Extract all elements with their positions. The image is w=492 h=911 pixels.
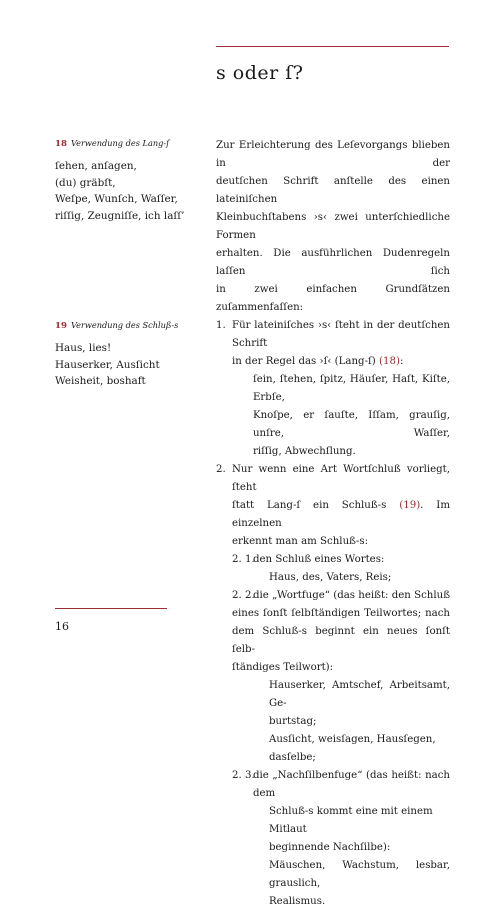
main-text bbox=[216, 137, 450, 911]
sidebar-example-line: Haus, lies! bbox=[55, 342, 112, 354]
sub-rule-line: ſtändiges Teilwort): bbox=[232, 662, 334, 673]
sidebar-box-schluss-s bbox=[55, 320, 205, 390]
sidebar-example-line: (du) gräbſt, bbox=[55, 176, 116, 189]
sidebar-number: 18 bbox=[55, 139, 67, 149]
intro-line: Kleinbuchſtabens ›s‹ zwei unterſchiedliche Formen bbox=[216, 212, 450, 241]
sub-rule-number: 2. 1. bbox=[232, 554, 255, 565]
sub-rule-number: 2. 3. bbox=[232, 770, 255, 781]
rule-1-line: in der Regel das ›ſ‹ (Lang-ſ) (18): bbox=[232, 356, 404, 367]
sidebar-examples bbox=[55, 340, 205, 390]
example-line: burtstag; bbox=[269, 716, 317, 727]
rule-1-line: 1. Für lateiniſches ›s‹ ſteht in der deutſchen Schrift bbox=[216, 317, 450, 353]
sub-rule-2-1: 2. 1. den Schluß eines Wortes: bbox=[216, 551, 450, 569]
sidebar-example-line: ſehen, anſagen, bbox=[55, 160, 137, 172]
sub-rule-line: eines ſonſt ſelbſtändigen Teilwortes; nach bbox=[232, 608, 450, 619]
page-number: 16 bbox=[55, 620, 69, 633]
bottom-rule bbox=[55, 608, 167, 609]
top-rule bbox=[216, 46, 449, 47]
rule-number: 1. bbox=[216, 320, 226, 331]
cross-reference: (19) bbox=[399, 500, 421, 511]
sub-rule-2-3: 2. 3. die „Nachſilbenfuge“ (das heißt: nach dem bbox=[216, 767, 450, 803]
sidebar-heading-text: Verwendung des Schluß-s bbox=[70, 320, 179, 330]
cross-reference: (18) bbox=[379, 356, 400, 367]
example-line: ſein, ſtehen, ſpitz, Häuſer, Haſt, Kiſte, Erbſe, bbox=[253, 374, 450, 403]
rule-2-line: erkennt man am Schluß-s: bbox=[232, 536, 369, 547]
intro-line: in zwei einfachen Grundſätzen zuſammenfaſſen: bbox=[216, 284, 450, 313]
sub-rule-line: beginnende Nachſilbe): bbox=[269, 842, 391, 853]
example-line: Knoſpe, er ſauſte, Iſſam, grauſig, unſre, Waſſer, bbox=[253, 410, 450, 439]
sub-rule-line: dem Schluß-s beginnt ein neues ſonſt ſelb- bbox=[232, 626, 450, 655]
sub-rule-number: 2. 2. bbox=[232, 590, 255, 601]
sidebar-examples bbox=[55, 158, 205, 224]
sidebar-example-line: riſſig, Zeugniſſe, ich laſſ’ bbox=[55, 209, 185, 222]
intro-line: erhalten. Die ausführlichen Dudenregeln laſſen ſich bbox=[216, 248, 450, 277]
example-line: Ausſicht, weisſagen, Hausſegen, dasſelbe; bbox=[269, 734, 436, 763]
example-line: Hauserker, Amtschef, Arbeitsamt, Ge- bbox=[269, 680, 450, 709]
intro-line: deutſchen Schrift anſtelle des einen lateiniſchen bbox=[216, 176, 450, 205]
sidebar-example-line: Weſpe, Wunſch, Waſſer, bbox=[55, 193, 178, 206]
sidebar-box-lang-s bbox=[55, 138, 205, 224]
sub-rule-line: Schluß-s kommt eine mit einem Mitlaut bbox=[269, 806, 433, 835]
example-line: riſſig, Abwechſlung. bbox=[253, 446, 356, 457]
sidebar-heading-text: Verwendung des Lang-ſ bbox=[70, 138, 170, 148]
sidebar-heading bbox=[55, 138, 205, 149]
sidebar-example-line: Hauserker, Ausſicht bbox=[55, 358, 160, 371]
page-title: s oder ſ? bbox=[216, 62, 304, 84]
rule-2-line: ſtatt Lang-ſ ein Schluß-s (19). Im einzelnen bbox=[232, 500, 450, 529]
sidebar-number: 19 bbox=[55, 321, 67, 331]
rule-number: 2. bbox=[216, 464, 226, 475]
example-line: Mäuschen, Wachstum, lesbar, grauslich, bbox=[269, 860, 450, 889]
example-line: Realismus. bbox=[269, 896, 326, 907]
intro-line: Zur Erleichterung des Leſevorgangs blieben in der bbox=[216, 140, 450, 169]
sidebar-example-line: Weisheit, boshaft bbox=[55, 375, 146, 388]
rule-2-line: 2. Nur wenn eine Art Wortſchluß vorliegt, ſteht bbox=[216, 461, 450, 497]
sidebar-heading bbox=[55, 320, 205, 331]
sub-rule-2-2: 2. 2. die „Wortfuge“ (das heißt: den Schluß bbox=[216, 587, 450, 605]
example-line: Haus, des, Vaters, Reis; bbox=[269, 572, 392, 583]
